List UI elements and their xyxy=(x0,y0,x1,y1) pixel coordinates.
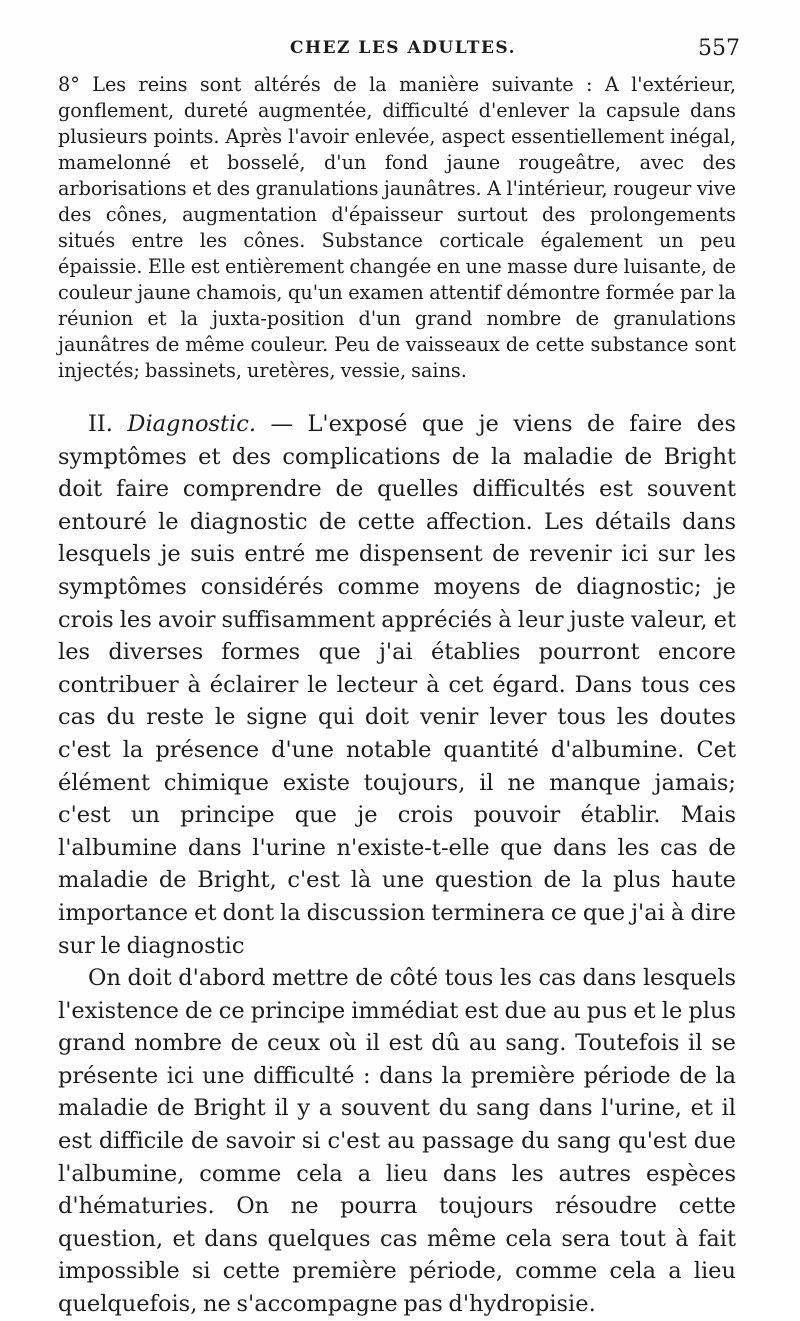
observation-paragraph: 8° Les reins sont altérés de la manière suivante : A l'extérieur, gonflement, dureté augmentée, difficulté d'enlever la capsule dans plusieurs points. Après l'avoir enlevée, aspect essentiellement inégal, mamelonné et bosselé, d'un fond jaune rougeâtre, avec des arborisations et des granulations jaunâtres. A l'intérieur, rougeur vive des cônes, augmentation d'épaisseur surtout des prolongements situés entre les cônes. Substance corticale également un peu épaissie. Elle est entièrement changée en une masse dure luisante, de couleur jaune chamois, qu'un examen attentif démontre formée par la réunion et la juxta-position d'un grand nombre de granulations jaunâtres de même couleur. Peu de vaisseaux de cette substance sont injectés; bassinets, uretères, vessie, sains. xyxy=(58,73,736,382)
running-head: CHEZ LES ADULTES. xyxy=(290,38,517,58)
section-number: II. xyxy=(88,411,113,437)
diagnostic-section xyxy=(58,408,736,1321)
diagnostic-paragraph-2: On doit d'abord mettre de côté tous les cas dans lesquels l'existence de ce principe immédiat est due au pus et le plus grand nombre de ceux où il est dû au sang. Toutefois il se présente ici une difficulté : dans la première période de la maladie de Bright il y a souvent du sang dans l'urine, et il est difficile de savoir si c'est au passage du sang qu'est due l'albumine, comme cela a lieu dans les autres espèces d'hématuries. On ne pourra toujours résoudre cette question, et dans quelques cas même cela sera tout à fait impossible si cette première période, comme cela a lieu quelquefois, ne s'accompagne pas d'hydropisie. xyxy=(58,965,736,1318)
diagnostic-paragraph-1 xyxy=(58,408,736,962)
diagnostic-paragraph-1-text: — L'exposé que je viens de faire des symptômes et des complications de la maladie de Bright doit faire comprendre de quelles difficultés est souvent entouré le diagnostic de cette affection. Les détails dans lesquels je suis entré me dispensent de revenir ici sur les symptômes considérés comme moyens de diagnostic; je crois les avoir suffisamment appréciés à leur juste valeur, et les diverses formes que j'ai établies pourront encore contribuer à éclairer le lecteur à cet égard. Dans tous ces cas du reste le signe qui doit venir lever tous les doutes c'est la présence d'une notable quantité d'albumine. Cet élément chimique existe toujours, il ne manque jamais; c'est un principe que je crois pouvoir établir. Mais l'albumine dans l'urine n'existe-t-elle que dans les cas de maladie de Bright, c'est là une question de la plus haute importance et dont la discussion terminera ce que j'ai à dire sur le diagnostic xyxy=(58,411,736,959)
section-title: Diagnostic. xyxy=(127,411,257,437)
page-header xyxy=(60,38,740,68)
kidney-observation-section xyxy=(58,72,736,384)
page-number: 557 xyxy=(698,36,740,61)
